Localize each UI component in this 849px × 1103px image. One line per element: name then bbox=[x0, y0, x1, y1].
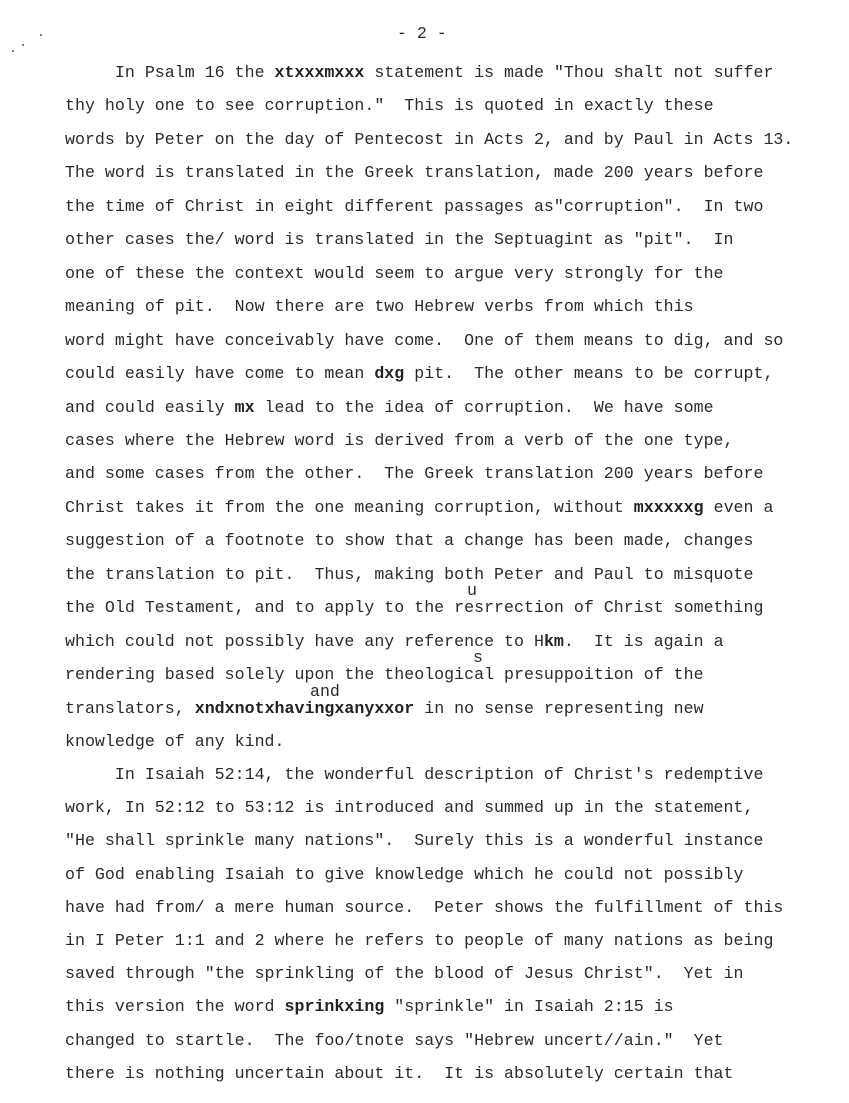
text-segment: word might have conceivably have come. One of them means to dig, and so bbox=[65, 330, 784, 350]
text-line bbox=[65, 699, 704, 719]
struck-out-text: dxg bbox=[374, 364, 405, 384]
text-segment: meaning of pit. Now there are two Hebrew verbs from which this bbox=[65, 297, 694, 317]
struck-out-text: mxxxxxg bbox=[633, 497, 704, 517]
text-segment: changed to startle. The foo/tnote says "Hebrew uncert//ain." Yet bbox=[65, 1030, 724, 1050]
text-segment: suggestion of a footnote to show that a change has been made, changes bbox=[65, 531, 754, 551]
text-line bbox=[65, 398, 714, 418]
text-line bbox=[65, 598, 763, 618]
text-segment: have had from/ a mere human source. Peter shows the fulfillment of this bbox=[65, 897, 784, 917]
struck-out-text: sprinkxing bbox=[284, 997, 385, 1017]
text-segment: words by Peter on the day of Pentecost in Acts 2, and by Paul in Acts 13. bbox=[65, 129, 794, 149]
text-segment: even a bbox=[703, 497, 774, 517]
interlinear-insertion: and bbox=[310, 682, 340, 701]
text-line bbox=[65, 264, 724, 284]
text-line bbox=[65, 1064, 734, 1084]
interlinear-correction: u bbox=[467, 581, 477, 600]
text-line bbox=[65, 297, 694, 317]
struck-out-text: km bbox=[543, 631, 564, 651]
text-segment: could easily have come to mean bbox=[65, 364, 375, 384]
text-segment: statement is made "Thou shalt not suffer bbox=[364, 63, 774, 82]
text-segment: knowledge of any kind. bbox=[65, 732, 285, 751]
text-line bbox=[65, 163, 763, 183]
text-segment: lead to the idea of corruption. We have some bbox=[254, 397, 714, 417]
text-line bbox=[65, 997, 674, 1017]
text-line bbox=[65, 632, 724, 652]
text-line bbox=[65, 230, 734, 250]
text-line bbox=[65, 765, 763, 785]
text-segment: "sprinkle" in Isaiah 2:15 is bbox=[384, 997, 674, 1017]
text-segment: thy holy one to see corruption." This is quoted in exactly these bbox=[65, 96, 714, 116]
text-segment: "He shall sprinkle many nations". Surely this is a wonderful instance bbox=[65, 831, 764, 851]
interlinear-correction: s bbox=[473, 648, 483, 667]
text-line bbox=[65, 865, 744, 885]
text-segment: In Isaiah 52:14, the wonderful description of Christ's redemptive bbox=[65, 765, 764, 784]
text-segment: translators, bbox=[65, 698, 195, 718]
text-segment: the translation to pit. Thus, making both Peter and Paul to misquote bbox=[65, 564, 754, 584]
text-line bbox=[65, 531, 753, 551]
text-line bbox=[65, 364, 773, 384]
text-segment: there is nothing uncertain about it. It is absolutely certain that bbox=[65, 1063, 734, 1083]
text-segment: the Old Testament, and to apply to the resrrection of Christ something bbox=[65, 598, 764, 618]
text-segment: cases where the Hebrew word is derived from a verb of the one type, bbox=[65, 430, 734, 450]
text-segment: . It is again a bbox=[563, 631, 724, 651]
paper-speck bbox=[40, 34, 42, 36]
text-segment: in I Peter 1:1 and 2 where he refers to people of many nations as being bbox=[65, 931, 774, 950]
text-segment: work, In 52:12 to 53:12 is introduced and summed up in the statement, bbox=[65, 798, 754, 818]
paper-speck bbox=[22, 44, 24, 46]
text-line bbox=[65, 498, 773, 518]
text-line bbox=[65, 831, 763, 851]
text-segment: other cases the/ word is translated in the Septuagint as "pit". In bbox=[65, 230, 734, 250]
text-segment: and some cases from the other. The Greek translation 200 years before bbox=[65, 464, 764, 484]
paper-speck bbox=[12, 50, 14, 52]
text-line bbox=[65, 130, 793, 150]
text-line bbox=[65, 898, 783, 918]
text-segment: one of these the context would seem to argue very strongly for the bbox=[65, 263, 724, 283]
text-line bbox=[65, 63, 773, 83]
text-line bbox=[65, 798, 753, 818]
text-line bbox=[65, 964, 744, 984]
struck-out-text: xndxnotxhavingxanyxxor bbox=[194, 698, 415, 718]
text-segment: which could not possibly have any reference to H bbox=[65, 631, 544, 651]
text-line bbox=[65, 331, 783, 351]
text-segment: the time of Christ in eight different passages as"corruption". In two bbox=[65, 196, 764, 216]
text-line bbox=[65, 565, 753, 585]
text-line bbox=[65, 665, 704, 685]
text-segment: saved through "the sprinkling of the blood of Jesus Christ". Yet in bbox=[65, 964, 744, 984]
text-segment: Christ takes it from the one meaning corruption, without bbox=[65, 497, 634, 517]
text-line bbox=[65, 464, 763, 484]
page-number: - 2 - bbox=[397, 24, 447, 43]
text-segment: rendering based solely upon the theological presuppoition of the bbox=[65, 665, 704, 685]
struck-out-text: xtxxxmxxx bbox=[274, 63, 365, 82]
text-segment: The word is translated in the Greek translation, made 200 years before bbox=[65, 163, 764, 183]
text-segment: In Psalm 16 the bbox=[65, 63, 275, 82]
text-segment: pit. The other means to be corrupt, bbox=[404, 364, 774, 384]
text-line bbox=[65, 197, 763, 217]
text-line bbox=[65, 96, 714, 116]
text-segment: of God enabling Isaiah to give knowledge which he could not possibly bbox=[65, 864, 744, 884]
text-segment: and could easily bbox=[65, 397, 235, 417]
text-line bbox=[65, 931, 773, 951]
text-line bbox=[65, 1031, 724, 1051]
struck-out-text: mx bbox=[234, 397, 255, 417]
text-segment: in no sense representing new bbox=[414, 698, 704, 718]
text-segment: this version the word bbox=[65, 997, 285, 1017]
text-line bbox=[65, 431, 734, 451]
text-line bbox=[65, 732, 285, 752]
